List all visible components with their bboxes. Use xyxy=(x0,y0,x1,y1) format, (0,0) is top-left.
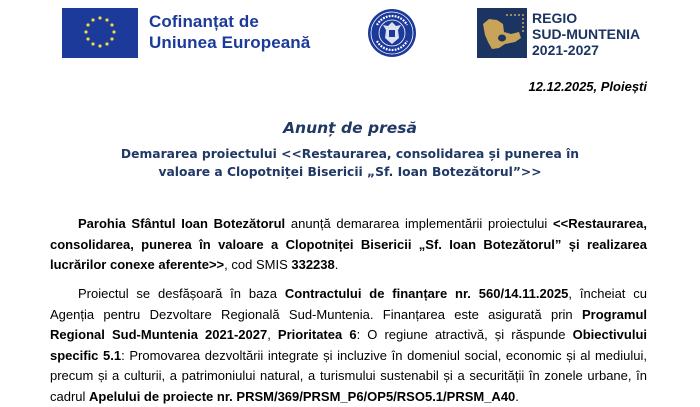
regio-sud-muntenia-map-icon xyxy=(477,8,527,58)
eu-line1: Cofinanțat de xyxy=(149,12,259,31)
text-segment: Proiectul se desfășoară în baza xyxy=(78,286,285,301)
priority: Prioritatea 6 xyxy=(277,327,357,342)
regio-line3: 2021-2027 xyxy=(532,42,599,58)
romanian-government-seal-icon xyxy=(367,8,417,58)
text-segment: . xyxy=(334,257,339,272)
text-segment: anunță demararea implementării proiectului xyxy=(285,216,554,231)
parish-name: Parohia Sfântul Ioan Botezătorul xyxy=(78,216,286,231)
text-segment: , cod SMIS xyxy=(224,257,292,272)
regio-line1: REGIO xyxy=(532,10,578,26)
contract-number: Contractului de finanțare nr. 560/14.11.2025 xyxy=(284,286,569,301)
call-number: Apelului de proiecte nr. PRSM/369/PRSM_P6/OP5/RSO5.1/PRSM_A40 xyxy=(89,388,516,404)
regio-program-label xyxy=(532,10,640,58)
eu-flag-icon xyxy=(62,8,138,58)
project-name: <<Restaurarea, consolidarea, punerea în valoare a Clopotniței Bisericii „Sf. Ioan Botezătorul” și realizarea lucrărilor conexe aferente>> xyxy=(50,216,647,272)
text-segment: , încheiat cu Agenția pentru Dezvoltare Regională Sud-Muntenia. Finanțarea este asigurată prin xyxy=(50,286,647,322)
text-segment: . xyxy=(515,388,519,404)
date-place: 12.12.2025, Ploiești xyxy=(528,79,647,94)
specific-objective: Obiectivului specific 5.1 xyxy=(50,327,647,363)
paragraph-1 xyxy=(50,214,647,276)
logo-header xyxy=(0,0,700,70)
page-title: Anunț de presă xyxy=(283,119,417,137)
text-segment: : O regiune atractivă, și răspunde xyxy=(356,327,573,342)
text-segment: , xyxy=(267,327,278,342)
eu-line2: Uniunea Europeană xyxy=(149,33,311,52)
subtitle-line2: valoare a Clopotniței Bisericii „Sf. Ioan Botezătorul”>> xyxy=(158,165,542,179)
smis-code: 332238 xyxy=(291,257,335,272)
program-name: Programul Regional Sud-Muntenia 2021-2027 xyxy=(50,306,647,342)
regio-line2: SUD-MUNTENIA xyxy=(532,26,641,42)
subtitle-line1: Demararea proiectului <<Restaurarea, consolidarea și punerea în xyxy=(120,147,580,161)
paragraph-2 xyxy=(50,284,647,407)
text-segment: : Promovarea dezvoltării integrate și incluzive în domeniul social, economic și al mediului, precum și a culturii, a patrimoniului natural, a turismului sustenabil și a securității în zonele urbane, în cadrul xyxy=(50,347,647,404)
eu-cofinancing-label xyxy=(149,11,310,53)
